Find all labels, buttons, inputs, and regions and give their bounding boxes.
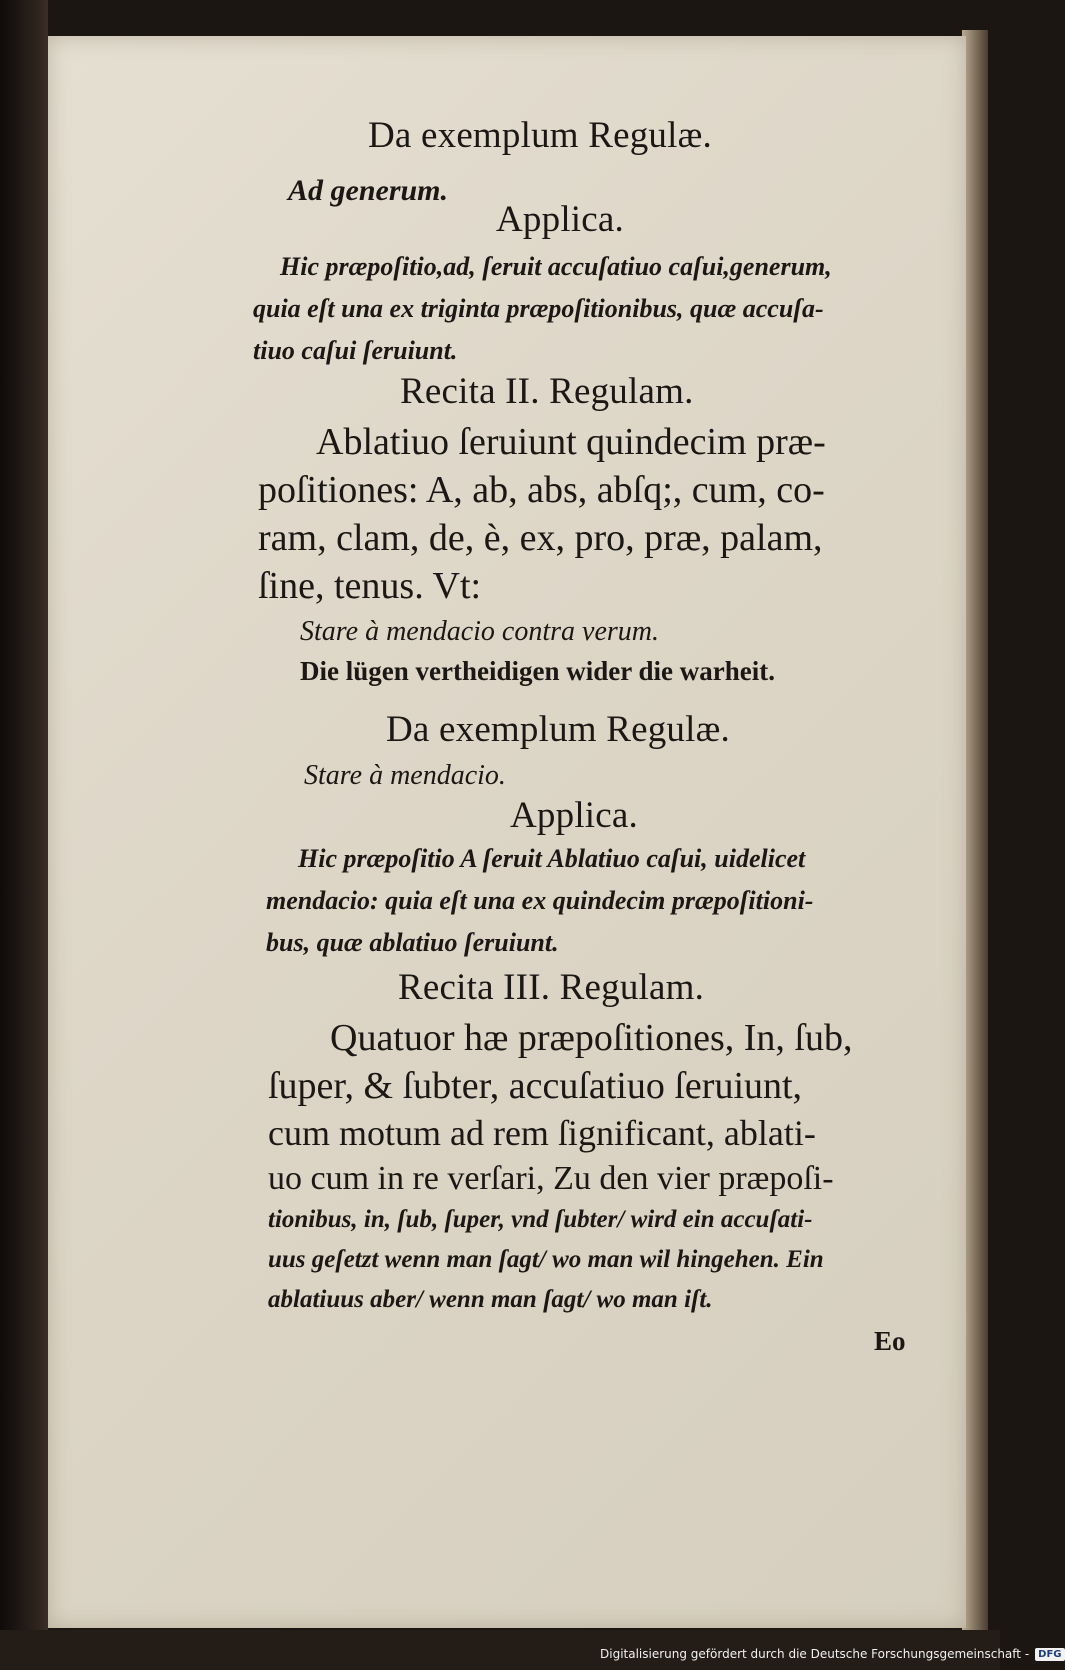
dfg-logo-icon: DFG	[1035, 1648, 1064, 1661]
catchword: Eo	[874, 1326, 906, 1356]
heading-applica: Applica.	[510, 795, 638, 836]
example-latin: Stare à mendacio contra verum.	[300, 616, 659, 647]
rule-line: Ablatiuo ſeruiunt quindecim præ-	[316, 421, 826, 463]
german-line: uus geſetzt wenn man ſagt/ wo man wil hingehen. Ein	[268, 1246, 824, 1273]
example-latin: Stare à mendacio.	[304, 760, 506, 791]
book-gutter	[0, 0, 48, 1670]
text-line: bus, quæ ablatiuo ſeruiunt.	[266, 928, 559, 957]
rule-line: Quatuor hæ præpoſitiones, In, ſub,	[330, 1017, 853, 1059]
text-line: Hic præpoſitio,ad, ſeruit accuſatiuo caſui,generum,	[280, 252, 832, 281]
digitization-credit	[600, 1644, 1065, 1664]
rule-line: ram, clam, de, è, ex, pro, præ, palam,	[258, 517, 823, 559]
heading-recita-ii: Recita II. Regulam.	[400, 371, 694, 412]
heading-da-exemplum: Da exemplum Regulæ.	[386, 709, 730, 750]
page-text	[48, 36, 966, 1628]
example-german: Die lügen vertheidigen wider die warheit.	[300, 656, 775, 686]
text-line: Hic præpoſitio A ſeruit Ablatiuo caſui, uidelicet	[298, 844, 806, 873]
german-line: ablatiuus aber/ wenn man ſagt/ wo man iſt.	[268, 1286, 713, 1313]
credit-text: Digitalisierung gefördert durch die Deutsche Forschungsgemeinschaft -	[600, 1647, 1030, 1661]
rule-line: poſitiones: A, ab, abs, abſq;, cum, co-	[258, 469, 825, 511]
text-line: tiuo caſui ſeruiunt.	[253, 336, 458, 365]
rule-line: ſine, tenus. Vt:	[258, 565, 482, 607]
rule-line: cum motum ad rem ſignificant, ablati-	[268, 1113, 816, 1153]
book-page	[48, 36, 966, 1628]
heading-da-exemplum: Da exemplum Regulæ.	[368, 115, 712, 156]
text-line: mendacio: quia eſt una ex quindecim præpoſitioni-	[266, 886, 814, 915]
heading-applica: Applica.	[496, 199, 624, 240]
example-ad-generum: Ad generum.	[288, 174, 449, 207]
rule-line: uo cum in re verſari, Zu den vier præpoſi-	[268, 1160, 834, 1197]
german-line: tionibus, in, ſub, ſuper, vnd ſubter/ wird ein accuſati-	[268, 1206, 813, 1233]
rule-line: ſuper, & ſubter, accuſatiuo ſeruiunt,	[268, 1065, 803, 1107]
heading-recita-iii: Recita III. Regulam.	[398, 967, 705, 1008]
text-line: quia eſt una ex triginta præpoſitionibus, quæ accuſa-	[253, 294, 824, 323]
